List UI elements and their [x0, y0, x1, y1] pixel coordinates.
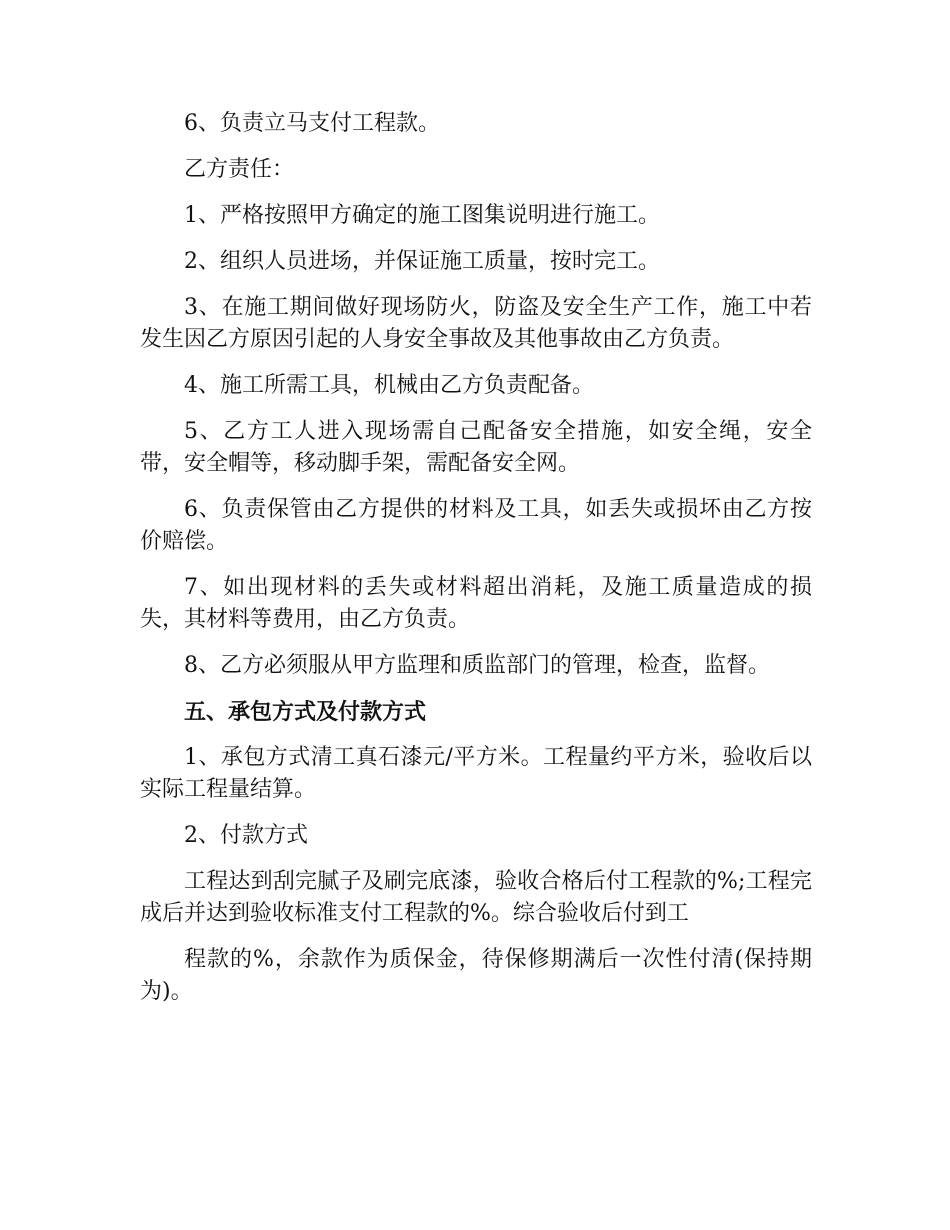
clause-party-b-8: 8、乙方必须服从甲方监理和质监部门的管理，检查，监督。 [184, 653, 770, 678]
clause-party-b-1: 1、严格按照甲方确定的施工图集说明进行施工。 [184, 203, 660, 228]
clause-party-b-3: 3、在施工期间做好现场防火，防盗及安全生产工作，施工中若发生因乙方原因引起的人身安全事故及其他事故由乙方负责。 [140, 295, 812, 352]
clause-party-a-6: 6、负责立马支付工程款。 [184, 111, 440, 136]
clause-party-b-5: 5、乙方工人进入现场需自己配备安全措施，如安全绳，安全带，安全帽等，移动脚手架，需配备安全网。 [140, 419, 812, 476]
clause-party-b-6: 6、负责保管由乙方提供的材料及工具，如丢失或损坏由乙方按价赔偿。 [140, 497, 812, 554]
section-heading: 五、承包方式及付款方式 [184, 699, 427, 725]
party-b-responsibility-title: 乙方责任： [184, 157, 295, 182]
clause-party-b-2: 2、组织人员进场，并保证施工质量，按时完工。 [184, 249, 660, 274]
document-body [140, 108, 812, 1022]
clause-party-b-7: 7、如出现材料的丢失或材料超出消耗，及施工质量造成的损失，其材料等费用，由乙方负责。 [140, 575, 812, 632]
retention-clause: 程款的%，余款作为质保金，待保修期满后一次性付清(保持期为)。 [140, 947, 812, 1004]
contract-method-clause: 1、承包方式清工真石漆元/平方米。工程量约平方米，验收后以实际工程量结算。 [140, 745, 812, 802]
clause-party-b-4: 4、施工所需工具，机械由乙方负责配备。 [184, 373, 594, 398]
payment-method-title: 2、付款方式 [184, 823, 308, 848]
payment-terms-clause: 工程达到刮完腻子及刷完底漆，验收合格后付工程款的%;工程完成后并达到验收标准支付工程款的%。综合验收后付到工 [140, 869, 812, 926]
